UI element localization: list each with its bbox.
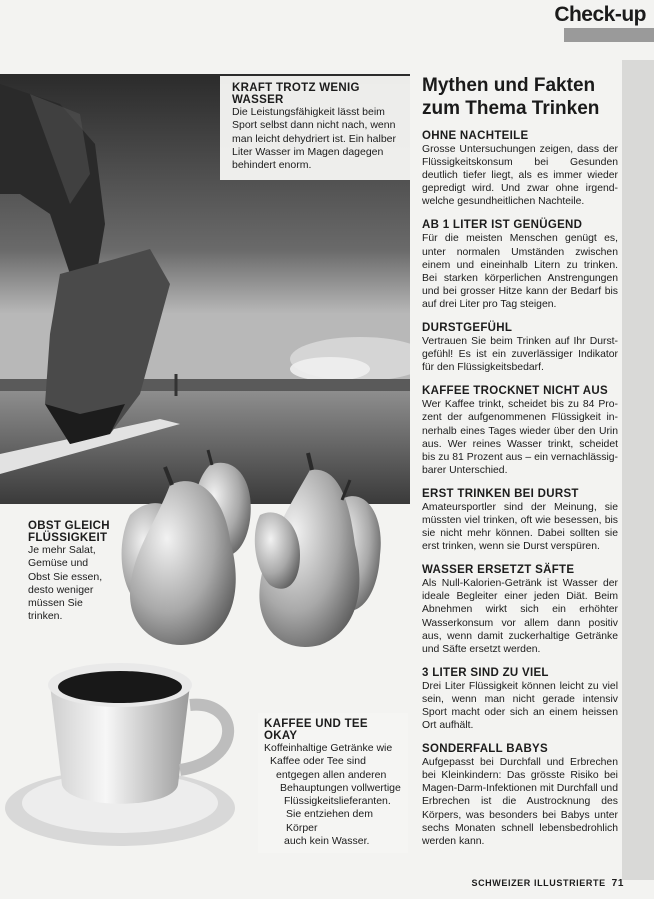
caption-line: Die Leistungsfähigkeit lässt beim	[232, 106, 385, 118]
article-section	[422, 130, 618, 208]
article-section	[422, 667, 618, 732]
pears-photo	[110, 445, 400, 665]
section-heading: KAFFEE TROCKNET NICHT AUS	[422, 385, 608, 398]
caption-line: desto weniger	[28, 583, 94, 596]
page-footer	[471, 878, 624, 889]
caption-coffee-text	[264, 742, 402, 848]
page-edge	[622, 60, 654, 880]
article-section	[422, 564, 618, 656]
section-heading: 3 LITER SIND ZU VIEL	[422, 666, 549, 679]
section-heading: WASSER ERSETZT SÄFTE	[422, 564, 575, 577]
caption-fruit-text	[28, 544, 118, 624]
coffee-photo	[0, 640, 270, 855]
caption-line: Liter Wasser im Magen dagegen	[232, 145, 384, 158]
section-heading: ERST TRINKEN BEI DURST	[422, 487, 579, 500]
section-heading: SONDERFALL BABYS	[422, 743, 548, 756]
caption-line: Gemüse und	[28, 557, 89, 570]
article-section	[422, 488, 618, 553]
pears-photo-icon	[110, 445, 400, 665]
caption-line: Obst Sie essen,	[28, 570, 103, 583]
caption-line: entgegen allen anderen	[276, 768, 387, 781]
caption-fruit-heading-line: OBST GLEICH	[28, 520, 110, 532]
caption-fruit	[28, 520, 118, 624]
caption-line: Sie entziehen dem Körper	[286, 808, 373, 834]
section-body: Vertrauen Sie beim Trinken auf Ihr Durstgefühl! Es ist ein zuverlässiger Indikator für den Flüssigkeitsbedarf.	[422, 336, 618, 374]
caption-line: auch kein Wasser.	[284, 835, 370, 848]
caption-fruit-heading-line: FLÜSSIGKEIT	[28, 532, 108, 544]
caption-water-heading: KRAFT TROTZ WENIG WASSER	[232, 82, 360, 106]
caption-water	[220, 76, 410, 180]
article-section	[422, 743, 618, 848]
caption-line: Kaffee oder Tee sind	[270, 755, 366, 768]
article-section	[422, 385, 618, 477]
article-column	[416, 74, 618, 859]
section-heading: AB 1 LITER IST GENÜGEND	[422, 219, 583, 232]
caption-line: müssen Sie trinken.	[28, 597, 83, 623]
article-section	[422, 219, 618, 311]
caption-water-text	[232, 106, 402, 172]
page-number: 71	[611, 878, 624, 889]
section-body: Als Null-Kalorien-Getränk ist Wasser der ideale Begleiter einer jeden Diät. Beim Abnehmen wirkt sich ein erhöhter Wasserkonsum vor allem dann positiv aus, wenn damit zuckerhaltige Getränke und Säfte ersetzt werden.	[422, 578, 618, 655]
section-body: Aufgepasst bei Durchfall und Erbrechen bei Kleinkindern: Das grösste Risiko bei Magen-Darm-Infektionen mit Durchfall und Erbrechen ist die Austrocknung des Körpers, was besonders bei Babys unter sechs Monaten schnell lebensbedrohlich werden kann.	[422, 757, 618, 847]
section-heading: OHNE NACHTEILE	[422, 130, 529, 142]
section-body: Für die meisten Menschen genügt es, unter normalen Umständen zwischen einem und eineinhalb Litern zu trinken. Bei starken körperlichen Anstrengungen und bei grosser Hitze kann der Bedarf bis auf drei Liter pro Tag steigen.	[422, 233, 618, 310]
section-label: Check-up	[554, 3, 646, 26]
caption-line: Je mehr Salat,	[28, 544, 96, 556]
section-heading: DURSTGEFÜHL	[422, 322, 513, 335]
coffee-cup-photo-icon	[0, 640, 270, 855]
publication-name: SCHWEIZER ILLUSTRIERTE	[471, 878, 606, 888]
section-header	[540, 0, 654, 44]
section-body: Wer Kaffee trinkt, scheidet bis zu 84 Prozent der aufgenommenen Flüssigkeit innerhalb eines Tages wieder über den Urin aus. Wer reines Wasser trinkt, scheidet bis zu 81 Prozent aus – ein vernachlässigbarer Unterschied.	[422, 399, 618, 476]
header-bar	[564, 28, 654, 42]
caption-line: Koffeinhaltige Getränke wie	[264, 742, 393, 754]
section-body: Drei Liter Flüssigkeit können leicht zu viel sein, wenn man nicht gerade intensiv Sport macht oder sich an einem heissen Ort aufhält.	[422, 680, 618, 732]
caption-line: behindert enorm.	[232, 159, 312, 172]
caption-coffee-heading: KAFFEE UND TEE OKAY	[264, 718, 368, 742]
article-title-line: zum Thema Trinken	[422, 98, 600, 119]
section-body: Amateursportler sind der Meinung, sie müssten viel trinken, oft wie besessen, bis sie nicht mehr können. Dabei sollten sie erst trinken, wenn sie Durst verspüren.	[422, 501, 618, 553]
section-body: Grosse Untersuchungen zeigen, dass der Flüssigkeitskonsum bei Gesunden deutlich tiefer liegt, als es immer wieder gepredigt wird. Und zwar ohne irgendwelche gesundheitlichen Nachteile.	[422, 144, 618, 208]
article-title	[422, 74, 618, 120]
caption-line: Flüssigkeitslieferanten.	[284, 795, 391, 808]
caption-coffee	[258, 713, 408, 853]
caption-line: Sport selbst dann nicht nach, wenn	[232, 119, 396, 132]
caption-line: man leicht dehydriert ist. Ein halber	[232, 132, 396, 145]
caption-line: Behauptungen vollwertige	[280, 781, 401, 794]
article-title-line: Mythen und Fakten	[422, 75, 596, 96]
article-section	[422, 322, 618, 374]
